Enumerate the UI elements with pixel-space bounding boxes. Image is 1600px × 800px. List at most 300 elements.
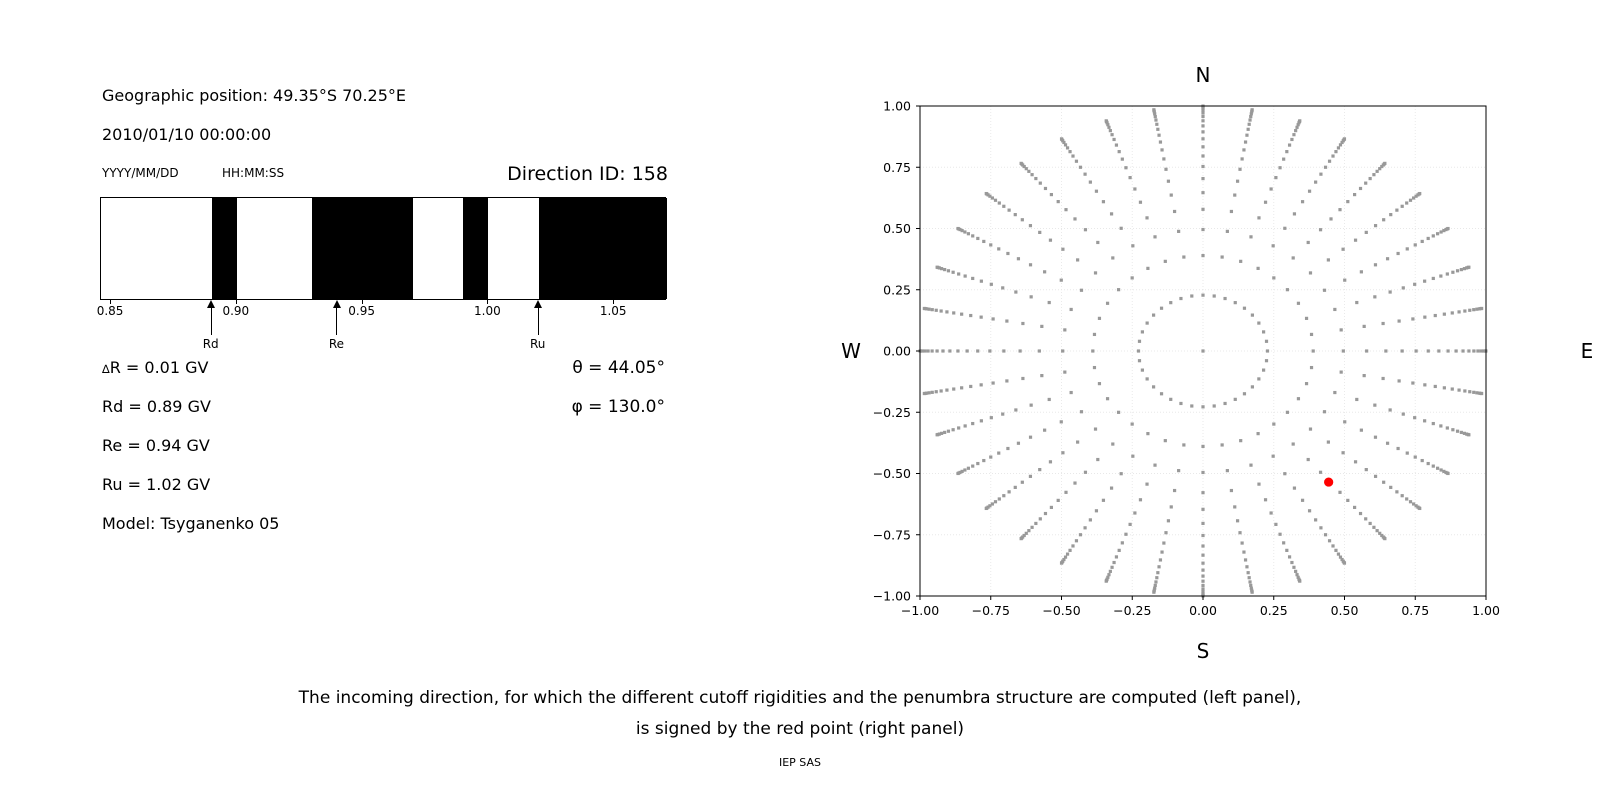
direction-dot — [1319, 228, 1322, 231]
direction-dot — [935, 390, 938, 393]
direction-dot — [994, 199, 997, 202]
direction-dot — [1190, 404, 1193, 407]
direction-dot — [1008, 209, 1011, 212]
direction-dot — [1248, 123, 1251, 126]
direction-dot — [1292, 566, 1295, 569]
direction-dot — [1427, 349, 1430, 352]
direction-dot — [1249, 464, 1252, 467]
credit-text: IEP SAS — [778, 756, 822, 769]
direction-dot — [943, 431, 946, 434]
direction-dot — [945, 310, 948, 313]
direction-dot — [1124, 533, 1127, 536]
direction-dot — [971, 465, 974, 468]
direction-dot — [1432, 234, 1435, 237]
direction-dot — [1461, 349, 1464, 352]
direction-dot — [1389, 213, 1392, 216]
compass-north-label: N — [1195, 63, 1211, 87]
direction-dot — [976, 349, 979, 352]
direction-dot — [1048, 398, 1051, 401]
direction-dot — [1234, 398, 1237, 401]
x-tick-label: 0.75 — [1401, 603, 1430, 618]
x-tick-label: −0.75 — [971, 603, 1010, 618]
direction-dot — [1201, 154, 1204, 157]
direction-dot — [1272, 422, 1275, 425]
x-tick-label: −0.25 — [1113, 603, 1152, 618]
direction-dot — [1476, 349, 1479, 352]
direction-dot — [990, 283, 993, 286]
direction-dot — [1070, 391, 1073, 394]
direction-dot — [1115, 555, 1118, 558]
direction-dot — [1472, 349, 1475, 352]
direction-dot — [1164, 260, 1167, 263]
direction-dot — [982, 459, 985, 462]
direction-dot — [1364, 182, 1367, 185]
direction-dot — [966, 349, 969, 352]
direction-dot — [1301, 200, 1304, 203]
direction-dot — [1374, 436, 1377, 439]
direction-dot — [960, 386, 963, 389]
direction-dot — [1164, 439, 1167, 442]
direction-dot — [1152, 591, 1155, 594]
direction-dot — [1071, 154, 1074, 157]
theta-text: θ = 44.05° — [572, 358, 665, 378]
direction-dot — [964, 274, 967, 277]
y-tick-label: −0.50 — [872, 466, 911, 481]
direction-dot — [1386, 442, 1389, 445]
direction-dot — [1374, 224, 1377, 227]
direction-dot — [1021, 218, 1024, 221]
direction-dot — [1030, 404, 1033, 407]
direction-dot — [1230, 210, 1233, 213]
direction-dot — [1094, 427, 1097, 430]
direction-dot — [1415, 349, 1418, 352]
direction-dot — [1179, 402, 1182, 405]
direction-dot — [1468, 390, 1471, 393]
x-tick-label: −1.00 — [900, 603, 940, 618]
direction-dot — [1233, 193, 1236, 196]
direction-dot — [1131, 276, 1134, 279]
direction-dot — [1014, 213, 1017, 216]
direction-dot — [1080, 410, 1083, 413]
direction-dot — [1432, 422, 1435, 425]
direction-dot — [956, 349, 959, 352]
x-tick-label: 0.25 — [1259, 603, 1288, 618]
direction-dot — [1043, 270, 1046, 273]
direction-dot — [1324, 533, 1327, 536]
direction-dot — [1365, 468, 1368, 471]
direction-dot — [1001, 413, 1004, 416]
direction-dot — [1297, 302, 1300, 305]
direction-dot — [1323, 410, 1326, 413]
direction-dot — [1389, 486, 1392, 489]
direction-dot — [1043, 429, 1046, 432]
direction-dot — [1152, 385, 1155, 388]
direction-dot — [1247, 128, 1250, 131]
direction-dot — [1245, 134, 1248, 137]
x-tick-label: 0.50 — [1330, 603, 1359, 618]
direction-dot — [1310, 366, 1313, 369]
direction-dot — [1413, 416, 1416, 419]
direction-dot — [1343, 279, 1346, 282]
direction-dot — [1455, 349, 1458, 352]
direction-dot — [1340, 328, 1343, 331]
direction-dot — [1226, 230, 1229, 233]
direction-dot — [1286, 411, 1289, 414]
direction-dot — [1427, 462, 1430, 465]
direction-dot — [1286, 288, 1289, 291]
direction-dot — [1257, 267, 1260, 270]
direction-dot — [1283, 227, 1286, 230]
direction-dot — [1374, 475, 1377, 478]
direction-dot — [1288, 555, 1291, 558]
direction-dot — [1034, 522, 1037, 525]
direction-dot — [969, 385, 972, 388]
direction-dot — [1146, 321, 1149, 324]
direction-dot — [1159, 140, 1162, 143]
direction-dot — [1328, 160, 1331, 163]
direction-dot — [1251, 591, 1254, 594]
direction-dot — [1432, 277, 1435, 280]
direction-dot — [967, 232, 970, 235]
direction-dot — [1292, 133, 1295, 136]
direction-dot — [1292, 442, 1295, 445]
direction-dot — [1146, 432, 1149, 435]
direction-dot — [990, 416, 993, 419]
direction-dot — [1173, 489, 1176, 492]
direction-dot — [1139, 201, 1142, 204]
direction-dot — [1201, 508, 1204, 511]
direction-dot — [1372, 173, 1375, 176]
direction-dot — [1221, 255, 1224, 258]
direction-dot — [980, 419, 983, 422]
direction-dot — [1414, 243, 1417, 246]
direction-dot — [1437, 349, 1440, 352]
caption-line-1: The incoming direction, for which the different cutoff rigidities and the penumbra structure are computed (left panel), — [298, 688, 1302, 708]
direction-dot — [1283, 472, 1286, 475]
direction-dot — [1201, 119, 1204, 122]
direction-dot — [1257, 321, 1260, 324]
direction-dot — [1201, 137, 1204, 140]
direction-dot — [1383, 537, 1386, 540]
direction-dot — [1002, 349, 1005, 352]
direction-dot — [1401, 349, 1404, 352]
direction-dot — [992, 317, 995, 320]
direction-dot — [1131, 455, 1134, 458]
direction-dot — [1238, 168, 1241, 171]
direction-dot — [1395, 209, 1398, 212]
direction-dot — [1133, 187, 1136, 190]
direction-dot — [1201, 130, 1204, 133]
direction-dot — [1472, 391, 1475, 394]
direction-dot — [1131, 422, 1134, 425]
direction-dot — [1282, 158, 1285, 161]
direction-dot — [923, 392, 926, 395]
direction-dot — [1381, 377, 1384, 380]
direction-dot — [998, 201, 1001, 204]
direction-dot — [1443, 313, 1446, 316]
direction-dot — [1093, 333, 1096, 336]
direction-dot — [1201, 522, 1204, 525]
direction-dot — [1109, 570, 1112, 573]
direction-dot — [943, 268, 946, 271]
cutoff-arrow-ru — [538, 307, 539, 335]
direction-dot — [1160, 148, 1163, 151]
model-text: Model: Tsyganenko 05 — [102, 514, 280, 533]
direction-dot — [1342, 349, 1345, 352]
direction-dot — [1468, 309, 1471, 312]
direction-dot — [1164, 168, 1167, 171]
datetime-text: 2010/01/10 00:00:00 — [102, 125, 272, 144]
direction-dot — [1364, 517, 1367, 520]
direction-dot — [1162, 157, 1165, 160]
direction-dot — [1418, 192, 1421, 195]
direction-dot — [1292, 256, 1295, 259]
direction-dot — [1020, 162, 1023, 165]
direction-dot — [1249, 235, 1252, 238]
direction-dot — [1201, 575, 1204, 578]
direction-dot — [957, 272, 960, 275]
direction-dot — [1201, 191, 1204, 194]
direction-dot — [1112, 138, 1115, 141]
direction-dot — [1319, 526, 1322, 529]
direction-dot — [1084, 228, 1087, 231]
direction-id-text: Direction ID: 158 — [507, 163, 668, 185]
direction-dot — [971, 234, 974, 237]
direction-dot — [1096, 241, 1099, 244]
direction-dot — [1008, 490, 1011, 493]
direction-dot — [1083, 173, 1086, 176]
penumbra-tick-label: 0.90 — [222, 304, 250, 318]
direction-dot — [1423, 280, 1426, 283]
direction-dot — [1079, 533, 1082, 536]
direction-dot — [1029, 475, 1032, 478]
cutoff-arrowhead-ru — [534, 300, 542, 308]
direction-dot — [1201, 254, 1204, 257]
direction-dot — [1152, 108, 1155, 111]
direction-dot — [1285, 150, 1288, 153]
direction-dot — [1201, 584, 1204, 587]
direction-dot — [945, 388, 948, 391]
direction-dot — [1201, 111, 1204, 114]
direction-dot — [1110, 133, 1113, 136]
direction-dot — [1201, 177, 1204, 180]
direction-dot — [1242, 148, 1245, 151]
cutoff-arrow-rd — [211, 307, 212, 335]
direction-dot — [1401, 205, 1404, 208]
direction-dot — [980, 316, 983, 319]
direction-dot — [1389, 290, 1392, 293]
direction-dot — [1480, 392, 1483, 395]
direction-dot — [1160, 392, 1163, 395]
direction-dot — [1121, 541, 1124, 544]
direction-dot — [997, 451, 1000, 454]
direction-dot — [1201, 569, 1204, 572]
direction-dot — [1201, 562, 1204, 565]
direction-dot — [1480, 307, 1483, 310]
direction-dot — [1278, 166, 1281, 169]
direction-dot — [1446, 349, 1449, 352]
direction-dot — [956, 227, 959, 230]
direction-dot — [1124, 166, 1127, 169]
direction-dot — [1044, 187, 1047, 190]
direction-dot — [1406, 247, 1409, 250]
direction-dot — [1117, 411, 1120, 414]
direction-dot — [1182, 255, 1185, 258]
direction-dot — [1060, 137, 1063, 140]
direction-dot — [936, 266, 939, 269]
direction-dot — [1460, 268, 1463, 271]
direction-dot — [1401, 494, 1404, 497]
direction-dot — [1068, 150, 1071, 153]
direction-dot — [1157, 565, 1160, 568]
direction-dot — [1020, 537, 1023, 540]
direction-dot — [1044, 512, 1047, 515]
direction-dot — [1307, 241, 1310, 244]
direction-dot — [1154, 115, 1157, 118]
direction-dot — [1049, 239, 1052, 242]
direction-dot — [1451, 271, 1454, 274]
direction-dot — [1201, 349, 1204, 352]
direction-dot — [1201, 491, 1204, 494]
direction-dot — [1201, 124, 1204, 127]
direction-dot — [976, 462, 979, 465]
direction-dot — [935, 309, 938, 312]
direction-dot — [1233, 505, 1236, 508]
direction-dot — [1169, 301, 1172, 304]
direction-dot — [1064, 208, 1067, 211]
direction-dot — [947, 269, 950, 272]
direction-dot — [1451, 387, 1454, 390]
direction-dot — [1338, 491, 1341, 494]
direction-dot — [1201, 544, 1204, 547]
direction-dot — [971, 277, 974, 280]
direction-dot — [1167, 519, 1170, 522]
direction-dot — [1102, 200, 1105, 203]
direction-dot — [1436, 467, 1439, 470]
direction-dot — [1297, 397, 1300, 400]
penumbra-allowed-band — [463, 198, 488, 299]
direction-dot — [1153, 464, 1156, 467]
direction-dot — [1421, 459, 1424, 462]
direction-dot — [1154, 118, 1157, 121]
direction-dot — [940, 389, 943, 392]
direction-dot — [1285, 549, 1288, 552]
direction-dot — [1353, 193, 1356, 196]
direction-dot — [1290, 138, 1293, 141]
direction-dot — [1179, 297, 1182, 300]
direction-dot — [1061, 248, 1064, 251]
direction-dot — [1169, 398, 1172, 401]
direction-dot — [1064, 491, 1067, 494]
direction-dot — [1308, 509, 1311, 512]
direction-dot — [1354, 239, 1357, 242]
direction-dot — [998, 497, 1001, 500]
direction-dot — [1472, 308, 1475, 311]
direction-dot — [952, 428, 955, 431]
direction-dot — [1405, 497, 1408, 500]
direction-dot — [1038, 231, 1041, 234]
direction-dot — [960, 313, 963, 316]
direction-dot — [1373, 404, 1376, 407]
direction-dot — [994, 500, 997, 503]
direction-dot — [1309, 427, 1312, 430]
x-tick-label: 0.00 — [1189, 603, 1217, 618]
direction-dot — [926, 349, 929, 352]
direction-dot — [988, 349, 991, 352]
cutoff-arrow-label-rd: Rd — [202, 337, 219, 351]
direction-dot — [1301, 499, 1304, 502]
direction-dot — [1111, 256, 1114, 259]
direction-dot — [1075, 539, 1078, 542]
direction-dot — [1257, 432, 1260, 435]
cutoff-arrow-re — [336, 307, 337, 335]
direction-dot — [1446, 227, 1449, 230]
direction-dot — [1154, 584, 1157, 587]
direction-dot — [1328, 539, 1331, 542]
direction-dot — [1063, 328, 1066, 331]
direction-dot — [1121, 158, 1124, 161]
direction-dot — [971, 422, 974, 425]
direction-dot — [1363, 374, 1366, 377]
direction-dot — [1075, 160, 1078, 163]
direction-dot — [980, 280, 983, 283]
direction-dot — [1355, 301, 1358, 304]
direction-dot — [1337, 146, 1340, 149]
direction-dot — [1439, 274, 1442, 277]
direction-dot — [1201, 208, 1204, 211]
direction-dot — [1110, 212, 1113, 215]
direction-dot — [1343, 420, 1346, 423]
selected-direction-red-point — [1324, 477, 1333, 486]
direction-dot — [1340, 370, 1343, 373]
direction-dot — [1021, 481, 1024, 484]
compass-west-label: W — [841, 339, 861, 363]
direction-dot — [1451, 428, 1454, 431]
direction-dot — [1305, 317, 1308, 320]
ru-text: Ru = 1.02 GV — [102, 475, 211, 494]
direction-dot — [1159, 558, 1162, 561]
direction-dot — [1338, 208, 1341, 211]
direction-dot — [1029, 263, 1032, 266]
direction-dot — [992, 381, 995, 384]
direction-dot — [1141, 368, 1144, 371]
direction-dot — [1353, 506, 1356, 509]
direction-dot — [1265, 359, 1268, 362]
direction-dot — [1080, 289, 1083, 292]
direction-dot — [1262, 330, 1265, 333]
direction-dot — [1396, 252, 1399, 255]
direction-dot — [1096, 458, 1099, 461]
direction-dot — [1091, 349, 1094, 352]
direction-dot — [1061, 451, 1064, 454]
direction-dot — [963, 468, 966, 471]
direction-dot — [1440, 468, 1443, 471]
direction-dot — [1084, 471, 1087, 474]
direction-dot — [1063, 370, 1066, 373]
direction-dot — [1363, 325, 1366, 328]
direction-dot — [1066, 146, 1069, 149]
direction-dot — [1060, 562, 1063, 565]
direction-dot — [1201, 445, 1204, 448]
direction-dot — [1257, 216, 1260, 219]
direction-dot — [941, 349, 944, 352]
direction-dot — [1098, 382, 1101, 385]
direction-dot — [1365, 231, 1368, 234]
direction-dot — [1463, 309, 1466, 312]
delta-r-text: ∆R = 0.01 GV — [102, 358, 209, 377]
rd-text: Rd = 0.89 GV — [102, 397, 211, 416]
direction-dot — [1245, 565, 1248, 568]
